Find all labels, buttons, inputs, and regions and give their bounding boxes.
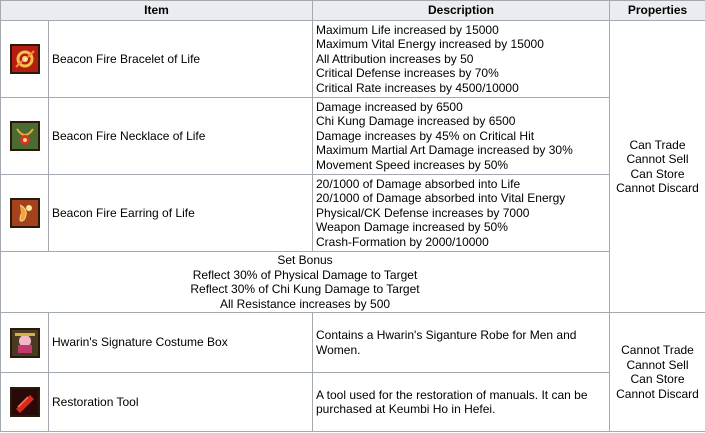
item-description: A tool used for the restoration of manuals. It can be purchased at Keumbi Ho in Hefei. — [313, 373, 610, 432]
property-line: Cannot Trade — [621, 343, 694, 357]
description-line: Maximum Vital Energy increased by 15000 — [316, 37, 544, 52]
description-line: Chi Kung Damage increased by 6500 — [316, 114, 516, 129]
set-bonus-row — [1, 252, 705, 313]
header-description: Description — [313, 1, 610, 21]
set-bonus — [1, 252, 610, 313]
description-line: 20/1000 of Damage absorbed into Vital Energy — [316, 191, 566, 206]
header-item: Item — [1, 1, 313, 21]
item-name: Beacon Fire Necklace of Life — [49, 98, 313, 175]
description-line: Maximum Martial Art Damage increased by 30% — [316, 143, 573, 158]
property-line: Can Store — [630, 166, 685, 181]
header-properties: Properties — [610, 1, 705, 21]
item-name: Beacon Fire Bracelet of Life — [49, 21, 313, 98]
costume-box-icon — [10, 328, 40, 358]
description-line: Damage increased by 6500 — [316, 99, 463, 114]
property-line: Cannot Sell — [626, 357, 689, 372]
description-line: All Attribution increases by 50 — [316, 51, 474, 66]
item-icon-cell — [1, 313, 49, 373]
description-line: 20/1000 of Damage absorbed into Life — [316, 176, 521, 191]
item-name: Hwarin's Signature Costume Box — [49, 313, 313, 373]
description-line: Weapon Damage increased by 50% — [316, 220, 508, 235]
table-row — [1, 21, 705, 98]
description-line: Critical Rate increases by 4500/10000 — [316, 80, 519, 95]
set-bonus-line: Reflect 30% of Chi Kung Damage to Target — [190, 282, 420, 296]
set-properties — [610, 21, 705, 313]
restoration-tool-icon — [10, 387, 40, 417]
table-row — [1, 98, 705, 175]
bracelet-icon — [10, 44, 40, 74]
table-row — [1, 373, 705, 432]
necklace-icon — [10, 121, 40, 151]
property-line: Cannot Discard — [616, 386, 699, 401]
item-description: Contains a Hwarin's Siganture Robe for Men and Women. — [313, 313, 610, 373]
header-row — [1, 1, 705, 21]
item-icon-cell — [1, 21, 49, 98]
description-line: Maximum Life increased by 15000 — [316, 22, 499, 37]
item-name: Beacon Fire Earring of Life — [49, 175, 313, 252]
description-line: Movement Speed increases by 50% — [316, 157, 509, 172]
property-line: Cannot Discard — [616, 181, 699, 195]
item-description — [313, 98, 610, 175]
description-line: Damage increases by 45% on Critical Hit — [316, 128, 535, 143]
description-line: Critical Defense increases by 70% — [316, 66, 499, 81]
item-description — [313, 21, 610, 98]
description-line: Crash-Formation by 2000/10000 — [316, 234, 489, 249]
set-bonus-line: All Resistance increases by 500 — [219, 296, 391, 311]
description-line: Physical/CK Defense increases by 7000 — [316, 205, 530, 220]
table-row — [1, 175, 705, 252]
earring-icon — [10, 198, 40, 228]
set-bonus-line: Set Bonus — [277, 253, 333, 267]
item-icon-cell — [1, 175, 49, 252]
item-icon-cell — [1, 373, 49, 432]
extra-properties — [610, 313, 705, 432]
table-row — [1, 313, 705, 373]
property-line: Can Trade — [629, 137, 686, 152]
property-line: Cannot Sell — [626, 152, 689, 166]
property-line: Can Store — [630, 372, 685, 386]
item-icon-cell — [1, 98, 49, 175]
set-bonus-line: Reflect 30% of Physical Damage to Target — [192, 267, 418, 282]
item-description — [313, 175, 610, 252]
item-name: Restoration Tool — [49, 373, 313, 432]
